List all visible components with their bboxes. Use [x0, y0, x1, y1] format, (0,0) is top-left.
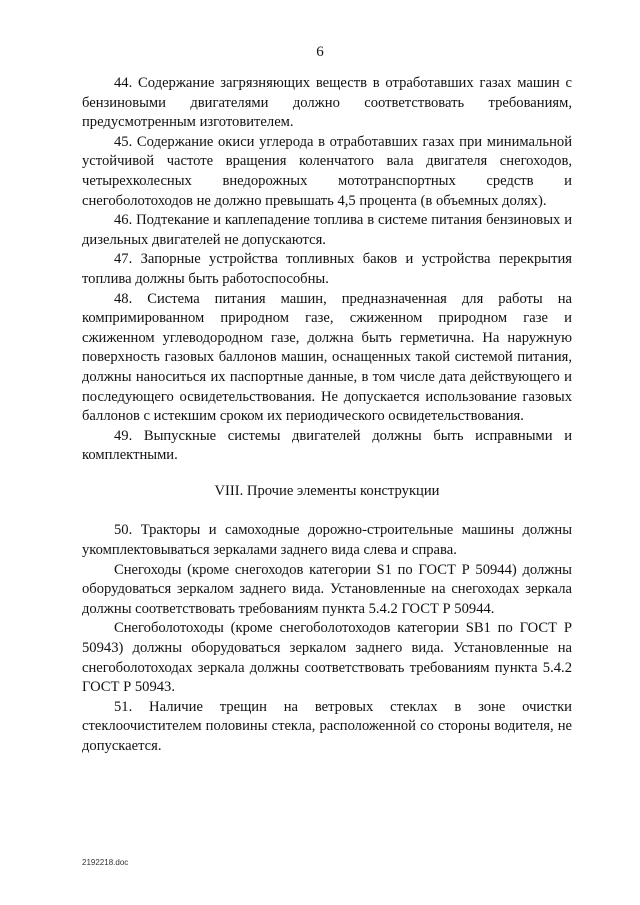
paragraph-47: 47. Запорные устройства топливных баков и устройства перекрытия топлива должны быть работоспособны.	[82, 251, 572, 287]
paragraph-46: 46. Подтекание и каплепадение топлива в системе питания бензиновых и дизельных двигателей не допускаются.	[82, 212, 572, 248]
paragraph-48: 48. Система питания машин, предназначенная для работы на компримированном природном газе, сжиженном природном газе и сжиженном углеводородном газе, должна быть герметична. На наружную поверхность газовых баллонов машин, оснащенных такой системой питания, должны наноситься их паспортные данные, в том числе дата действующего и последующего освидетельствования. Не допускается использование газовых баллонов с истекшим сроком их периодического освидетельствования.	[82, 290, 572, 425]
paragraph-45: 45. Содержание окиси углерода в отработавших газах при минимальной устойчивой частоте вращения коленчатого вала двигателя снегоходов, четырехколесных внедорожных мототранспортных средств и снегоболотоходов не должно превышать 4,5 процента (в объемных долях).	[82, 133, 572, 209]
paragraph-swamp-vehicles: Снегоболотоходы (кроме снегоболотоходов категории SB1 по ГОСТ Р 50943) должны оборудоваться зеркалом заднего вида. Установленные на снегоболотоходах зеркала должны соответствовать требованиям пункта 5.4.2 ГОСТ Р 50943.	[82, 620, 572, 696]
section-heading: VIII. Прочие элементы конструкции	[214, 482, 440, 499]
paragraph-44: 44. Содержание загрязняющих веществ в отработавших газах машин с бензиновыми двигателями должно соответствовать требованиям, предусмотренным изготовителем.	[82, 75, 572, 131]
paragraph-50: 50. Тракторы и самоходные дорожно-строительные машины должны укомплектовываться зеркалами заднего вида слева и справа.	[82, 522, 572, 559]
paragraph-51: 51. Наличие трещин на ветровых стеклах в зоне очистки стеклоочистителем половины стекла, расположенной со стороны водителя, не допускается.	[82, 698, 572, 754]
footer-filename: 2192218.doc	[82, 858, 129, 867]
page-number: 6	[316, 44, 324, 60]
paragraph-49: 49. Выпускные системы двигателей должны быть исправными и комплектными.	[82, 427, 572, 464]
document-body	[82, 74, 572, 757]
paragraph-snowmobiles: Снегоходы (кроме снегоходов категории S1 по ГОСТ Р 50944) должны оборудоваться зеркалом заднего вида. Установленные на снегоходах зеркала должны соответствовать требованиям пункта 5.4.2 ГОСТ Р 50944.	[82, 561, 572, 617]
